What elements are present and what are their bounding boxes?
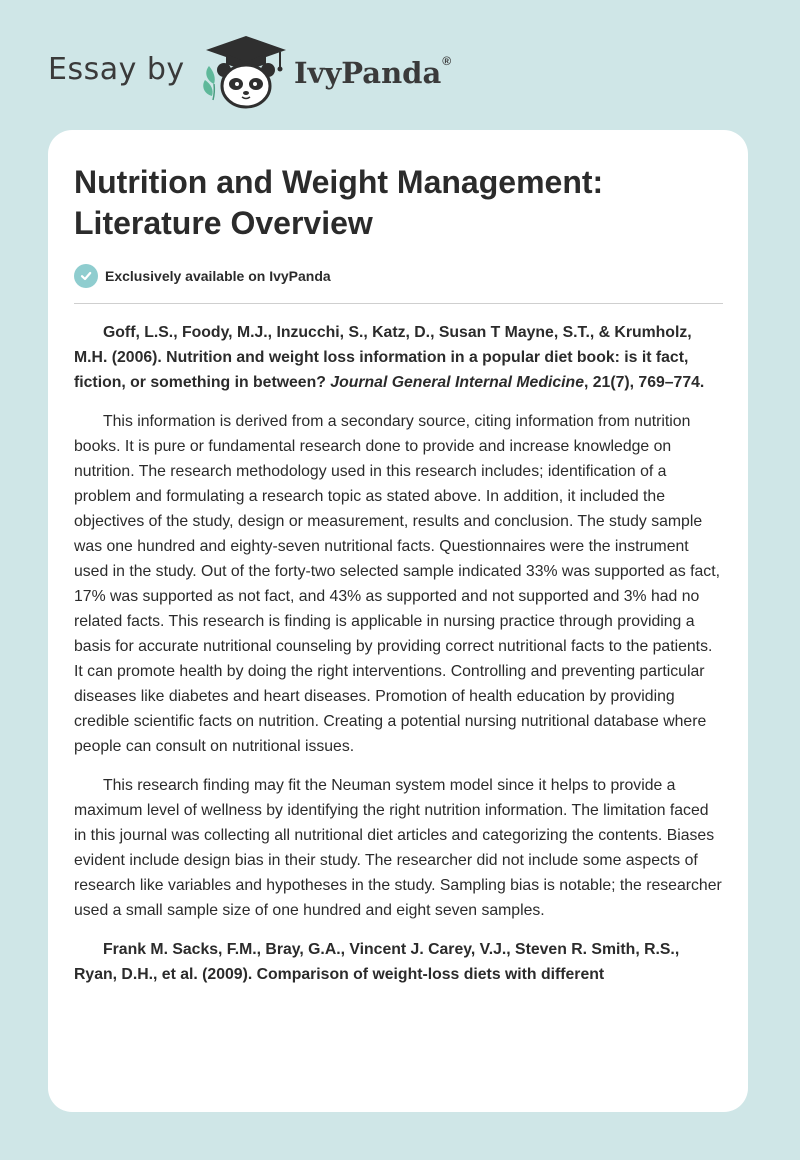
page-title: Nutrition and Weight Management: Literature Overview [74,164,604,241]
reference-1-journal: Journal General Internal Medicine [330,374,584,391]
reference-1-details: , 21(7), 769–774. [583,374,705,391]
essay-card [48,130,748,1112]
brand-label: IvyPanda [294,56,442,90]
badge-label: Exclusively available on IvyPanda [105,268,331,284]
brand-name[interactable] [294,56,451,90]
check-circle-icon [74,264,98,288]
reference-1 [74,320,724,395]
divider [74,303,723,304]
site-header [0,0,800,120]
reference-1-authors: Goff, L.S., Foody, M.J., Inzucchi, S., Katz, D., Susan T Mayne, S.T., & Krumholz, M.H. (2006). Nutrition and weight loss information in a popular diet book: is it fact, fiction, or something in between? [74,324,692,391]
paragraph-1: This information is derived from a secondary source, citing information from nutrition books. It is pure or fundamental research done to provide and increase knowledge on nutrition. The research methodology used in this research includes; identification of a problem and formulating a research topic as stated above. In addition, it included the objectives of the study, design or measurement, results and conclusion. The study sample was one hundred and eighty-seven nutritional facts. Questionnaires were the instrument used in the study. Out of the forty-two selected sample indicated 33% was supported as fact, 17% was supported as not fact, and 43% as supported and not supported and 3% had no related facts. This research is finding is applicable in nursing practice through providing a basis for accurate nutritional counseling by providing correct nutritional facts to the patients. It can promote health by doing the right interventions. Controlling and preventing particular diseases like diabetes and heart diseases. Promotion of health education by providing credible scientific facts on nutrition. Creating a potential nursing nutritional database where people can consult on nutritional issues. [74,413,720,755]
paragraph-2: This research finding may fit the Neuman system model since it helps to provide a maximum level of wellness by identifying the right nutrition information. The limitation faced in this journal was collecting all nutritional diet articles and categorizing the contents. Biases evident include design bias in their study. The researcher did not include some aspects of research like variables and hypotheses in the study. Sampling bias is notable; the researcher used a small sample size of one hundred and eight seven samples. [74,777,722,919]
registered-mark: ® [442,54,452,68]
exclusive-badge [74,264,331,288]
panda-graduate-icon[interactable] [200,34,292,110]
reference-2: Frank M. Sacks, F.M., Bray, G.A., Vincent J. Carey, V.J., Steven R. Smith, R.S., Ryan, D.H., et al. (2009). Comparison of weight-loss diets with different [74,941,680,983]
essay-by-label: Essay by [48,52,185,87]
essay-body [74,320,724,1001]
